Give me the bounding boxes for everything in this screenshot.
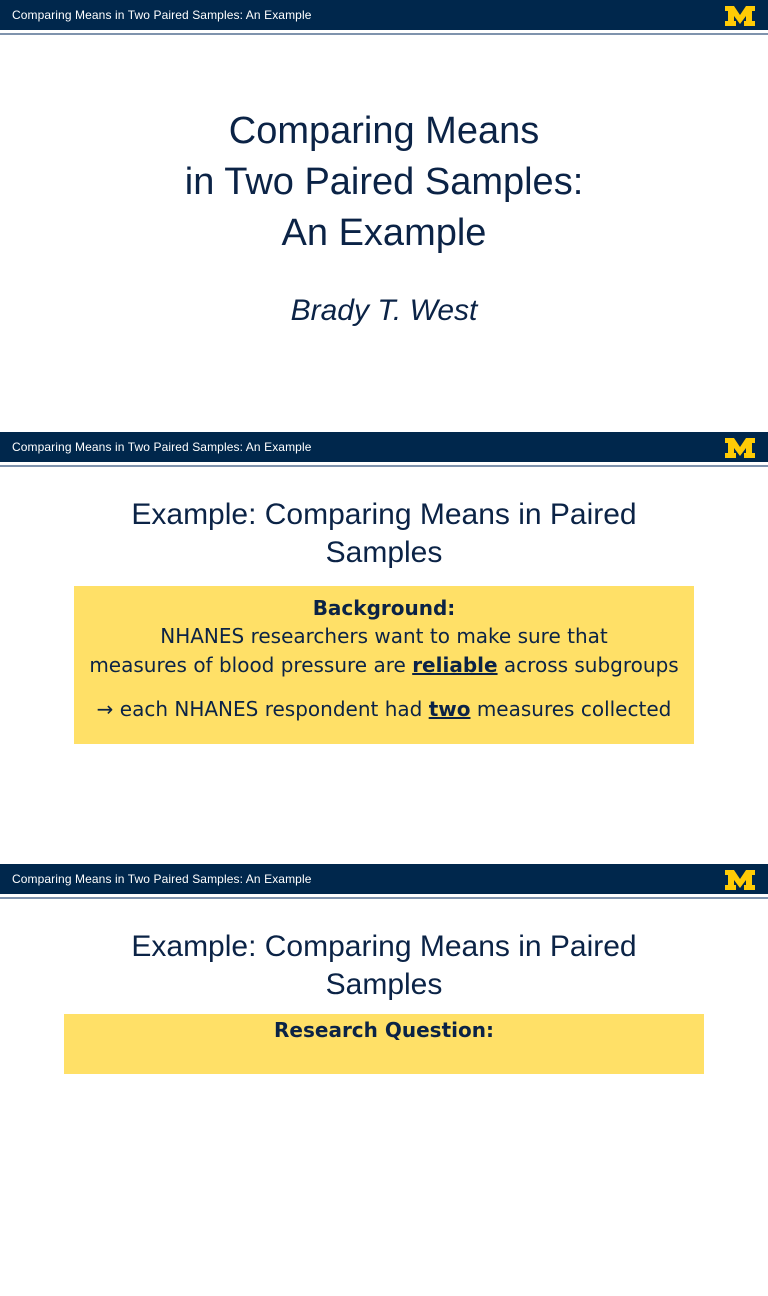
research-question-box	[64, 1014, 704, 1074]
slide-header	[0, 432, 768, 462]
title-line: Samples	[325, 968, 443, 1001]
emphasis-reliable: reliable	[412, 653, 498, 677]
slide-3-title	[0, 928, 768, 1004]
box-text: → each NHANES respondent had	[96, 697, 429, 721]
header-title: Comparing Means in Two Paired Samples: An Example	[12, 8, 312, 22]
block-m-logo-icon	[724, 437, 756, 459]
box-heading: Research Question:	[274, 1018, 494, 1042]
slide-header	[0, 0, 768, 30]
block-m-logo-icon	[724, 5, 756, 27]
slide-3	[0, 864, 768, 1296]
box-text: measures of blood pressure are	[89, 653, 413, 677]
title-line: Example: Comparing Means in Paired	[131, 498, 637, 531]
title-line: An Example	[281, 212, 487, 254]
block-m-logo-icon	[724, 869, 756, 891]
box-line-3	[74, 697, 694, 721]
header-title: Comparing Means in Two Paired Samples: An Example	[12, 440, 312, 454]
box-heading: Background:	[312, 596, 456, 620]
background-box	[74, 586, 694, 744]
title-line: Samples	[325, 536, 443, 569]
emphasis-two: two	[428, 697, 471, 721]
header-title: Comparing Means in Two Paired Samples: An Example	[12, 872, 312, 886]
box-line-1: NHANES researchers want to make sure that	[160, 624, 608, 648]
author-name: Brady T. West	[290, 294, 478, 327]
box-text: across subgroups	[497, 653, 679, 677]
box-text: measures collected	[470, 697, 672, 721]
slide-1-title	[0, 106, 768, 259]
title-line: in Two Paired Samples:	[184, 161, 584, 203]
slide-header	[0, 864, 768, 894]
slide-2	[0, 432, 768, 864]
slide-2-title	[0, 496, 768, 572]
slide-1	[0, 0, 768, 432]
box-line-2	[74, 653, 694, 677]
title-line: Comparing Means	[228, 110, 540, 152]
title-line: Example: Comparing Means in Paired	[131, 930, 637, 963]
